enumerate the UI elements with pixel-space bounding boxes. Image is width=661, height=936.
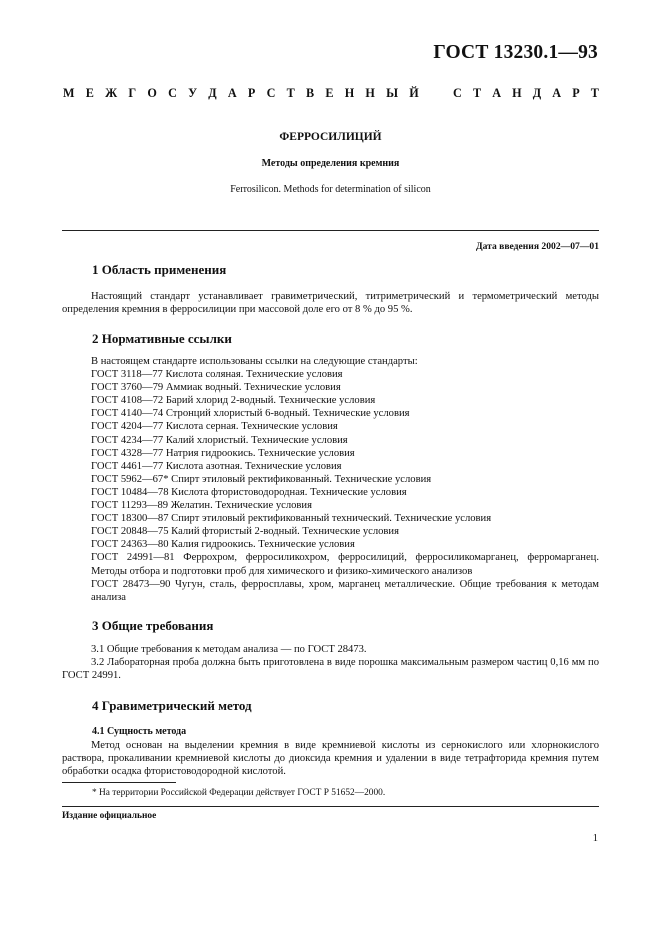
reference-item: ГОСТ 4461—77 Кислота азотная. Технические условия (91, 460, 342, 472)
reference-item: ГОСТ 18300—87 Спирт этиловый ректификованный технический. Технические условия (91, 513, 492, 525)
document-title: ФЕРРОСИЛИЦИЙ (279, 131, 382, 143)
reference-item: ГОСТ 11293—89 Желатин. Технические условия (91, 500, 312, 512)
scope-paragraph (62, 290, 599, 316)
reference-item: ГОСТ 10484—78 Кислота фтористоводородная. Технические условия (91, 486, 407, 498)
reference-item: ГОСТ 4140—74 Стронций хлористый 6-водный. Технические условия (91, 408, 410, 420)
footnote: * На территории Российской Федерации действует ГОСТ Р 51652—2000. (92, 788, 386, 798)
section-heading-references: 2 Нормативные ссылки (92, 331, 232, 346)
general-requirements-p1 (62, 643, 599, 656)
reference-item: ГОСТ 3760—79 Аммиак водный. Технические условия (91, 382, 341, 394)
page-number: 1 (592, 833, 598, 844)
english-title: Ferrosilicon. Methods for determination of silicon (230, 184, 431, 195)
general-requirements-p2 (62, 656, 599, 682)
subsection-heading-method-essence: 4.1 Сущность метода (92, 726, 187, 737)
reference-item: ГОСТ 4204—77 Кислота серная. Технические условия (91, 421, 338, 433)
reference-item: ГОСТ 24363—80 Калия гидроокись. Технические условия (91, 539, 355, 551)
reference-item: ГОСТ 3118—77 Кислота соляная. Технические условия (91, 369, 343, 381)
introduction-date: Дата введения 2002—07—01 (476, 241, 599, 252)
reference-item: ГОСТ 4108—72 Барий хлорид 2-водный. Технические условия (91, 395, 376, 407)
section-heading-gravimetric: 4 Гравиметрический метод (92, 698, 252, 713)
edition-label: Издание официальное (62, 811, 157, 821)
interstate-word: М Е Ж Г О С У Д А Р С Т В Е Н Н Ы Й (63, 86, 419, 100)
interstate-standard-banner (63, 86, 599, 101)
footnote-divider (62, 782, 176, 783)
reference-item: ГОСТ 5962—67* Спирт этиловый ректификованный. Технические условия (91, 473, 432, 485)
edition-divider (62, 806, 599, 807)
document-subtitle: Методы определения кремния (261, 158, 400, 169)
section-heading-scope: 1 Область применения (92, 262, 227, 277)
document-number: ГОСТ 13230.1—93 (433, 42, 598, 63)
title-divider (62, 230, 599, 231)
reference-item: ГОСТ 24991—81 Феррохром, ферросиликохром, ферросилиций, ферросиликомарганец, ферромарганец. Методы отбора и подготовки проб для химического и физико-химического анализов (91, 552, 599, 577)
general-requirements-text-2: 3.2 Лабораторная проба должна быть приготовлена в виде порошка максимальным размером частиц 0,16 мм по ГОСТ 24991. (62, 657, 599, 682)
standard-word: С Т А Н Д А Р Т (453, 86, 599, 100)
reference-item: ГОСТ 20848—75 Калий фтористый 2-водный. Технические условия (91, 526, 399, 538)
method-essence-text: Метод основан на выделении кремния в виде кремниевой кислоты из сернокислого или хлорнокислого раствора, прокаливании кремниевой кислоты до диоксида кремния и удалении в виде тетрафторида кремния путем обработки осадка фтористоводородной кислотой. (62, 740, 599, 778)
reference-item: ГОСТ 4234—77 Калий хлористый. Технические условия (91, 434, 348, 446)
method-essence-paragraph (62, 739, 599, 778)
reference-item: ГОСТ 4328—77 Натрия гидроокись. Технические условия (91, 447, 355, 459)
scope-text: Настоящий стандарт устанавливает гравиметрический, титриметрический и термометрический методы определения кремния в ферросилиции при массовой доле его от 8 % до 95 %. (62, 291, 599, 316)
reference-item: ГОСТ 28473—90 Чугун, сталь, ферросплавы, хром, марганец металлические. Общие требования к методам анализа (91, 578, 599, 603)
references-list (62, 355, 599, 604)
general-requirements-text-1: 3.1 Общие требования к методам анализа — по ГОСТ 28473. (91, 644, 367, 655)
references-intro: В настоящем стандарте использованы ссылки на следующие стандарты: (91, 356, 418, 367)
section-heading-general-requirements: 3 Общие требования (92, 618, 214, 633)
